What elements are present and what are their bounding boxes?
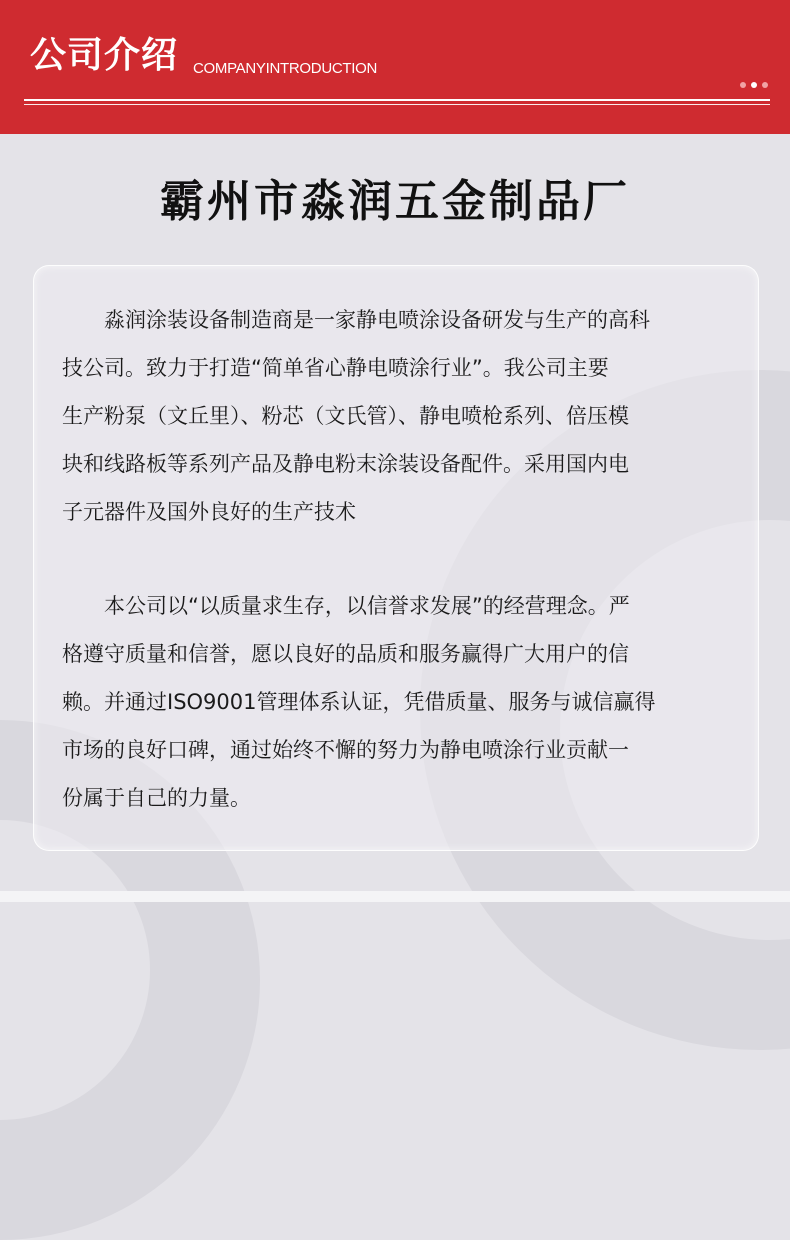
intro-paragraph-2 [62, 582, 732, 822]
divider-line [24, 99, 770, 101]
carousel-dots [740, 82, 768, 88]
intro-card [33, 265, 759, 851]
header-banner [0, 0, 790, 134]
dot-icon [762, 82, 768, 88]
text-line: 技公司。致力于打造“简单省心静电喷涂行业”。我公司主要 [62, 356, 609, 380]
intro-paragraph-1 [62, 296, 732, 536]
dot-icon [740, 82, 746, 88]
text-line: 淼润涂装设备制造商是一家静电喷涂设备研发与生产的高科 [62, 308, 650, 332]
text-line: 子元器件及国外良好的生产技术 [62, 500, 356, 524]
text-line: 本公司以“以质量求生存，以信誉求发展”的经营理念。严 [62, 594, 630, 618]
divider-line [24, 104, 770, 105]
bottom-strip [0, 891, 790, 902]
text-line: 赖。并通过ISO9001管理体系认证，凭借质量、服务与诚信赢得 [62, 690, 656, 714]
section-title: 公司介绍 [30, 35, 179, 76]
section-subtitle: COMPANYINTRODUCTION [193, 60, 378, 77]
text-line: 块和线路板等系列产品及静电粉末涂装设备配件。采用国内电 [62, 452, 629, 476]
text-line: 生产粉泵（文丘里）、粉芯（文氏管）、静电喷枪系列、倍压模 [62, 404, 629, 428]
dot-icon [751, 82, 757, 88]
company-name: 霸州市淼润五金制品厂 [160, 176, 630, 227]
text-line: 市场的良好口碑，通过始终不懈的努力为静电喷涂行业贡献一 [62, 738, 629, 762]
text-line: 格遵守质量和信誉，愿以良好的品质和服务赢得广大用户的信 [62, 642, 629, 666]
text-line: 份属于自己的力量。 [62, 786, 251, 810]
